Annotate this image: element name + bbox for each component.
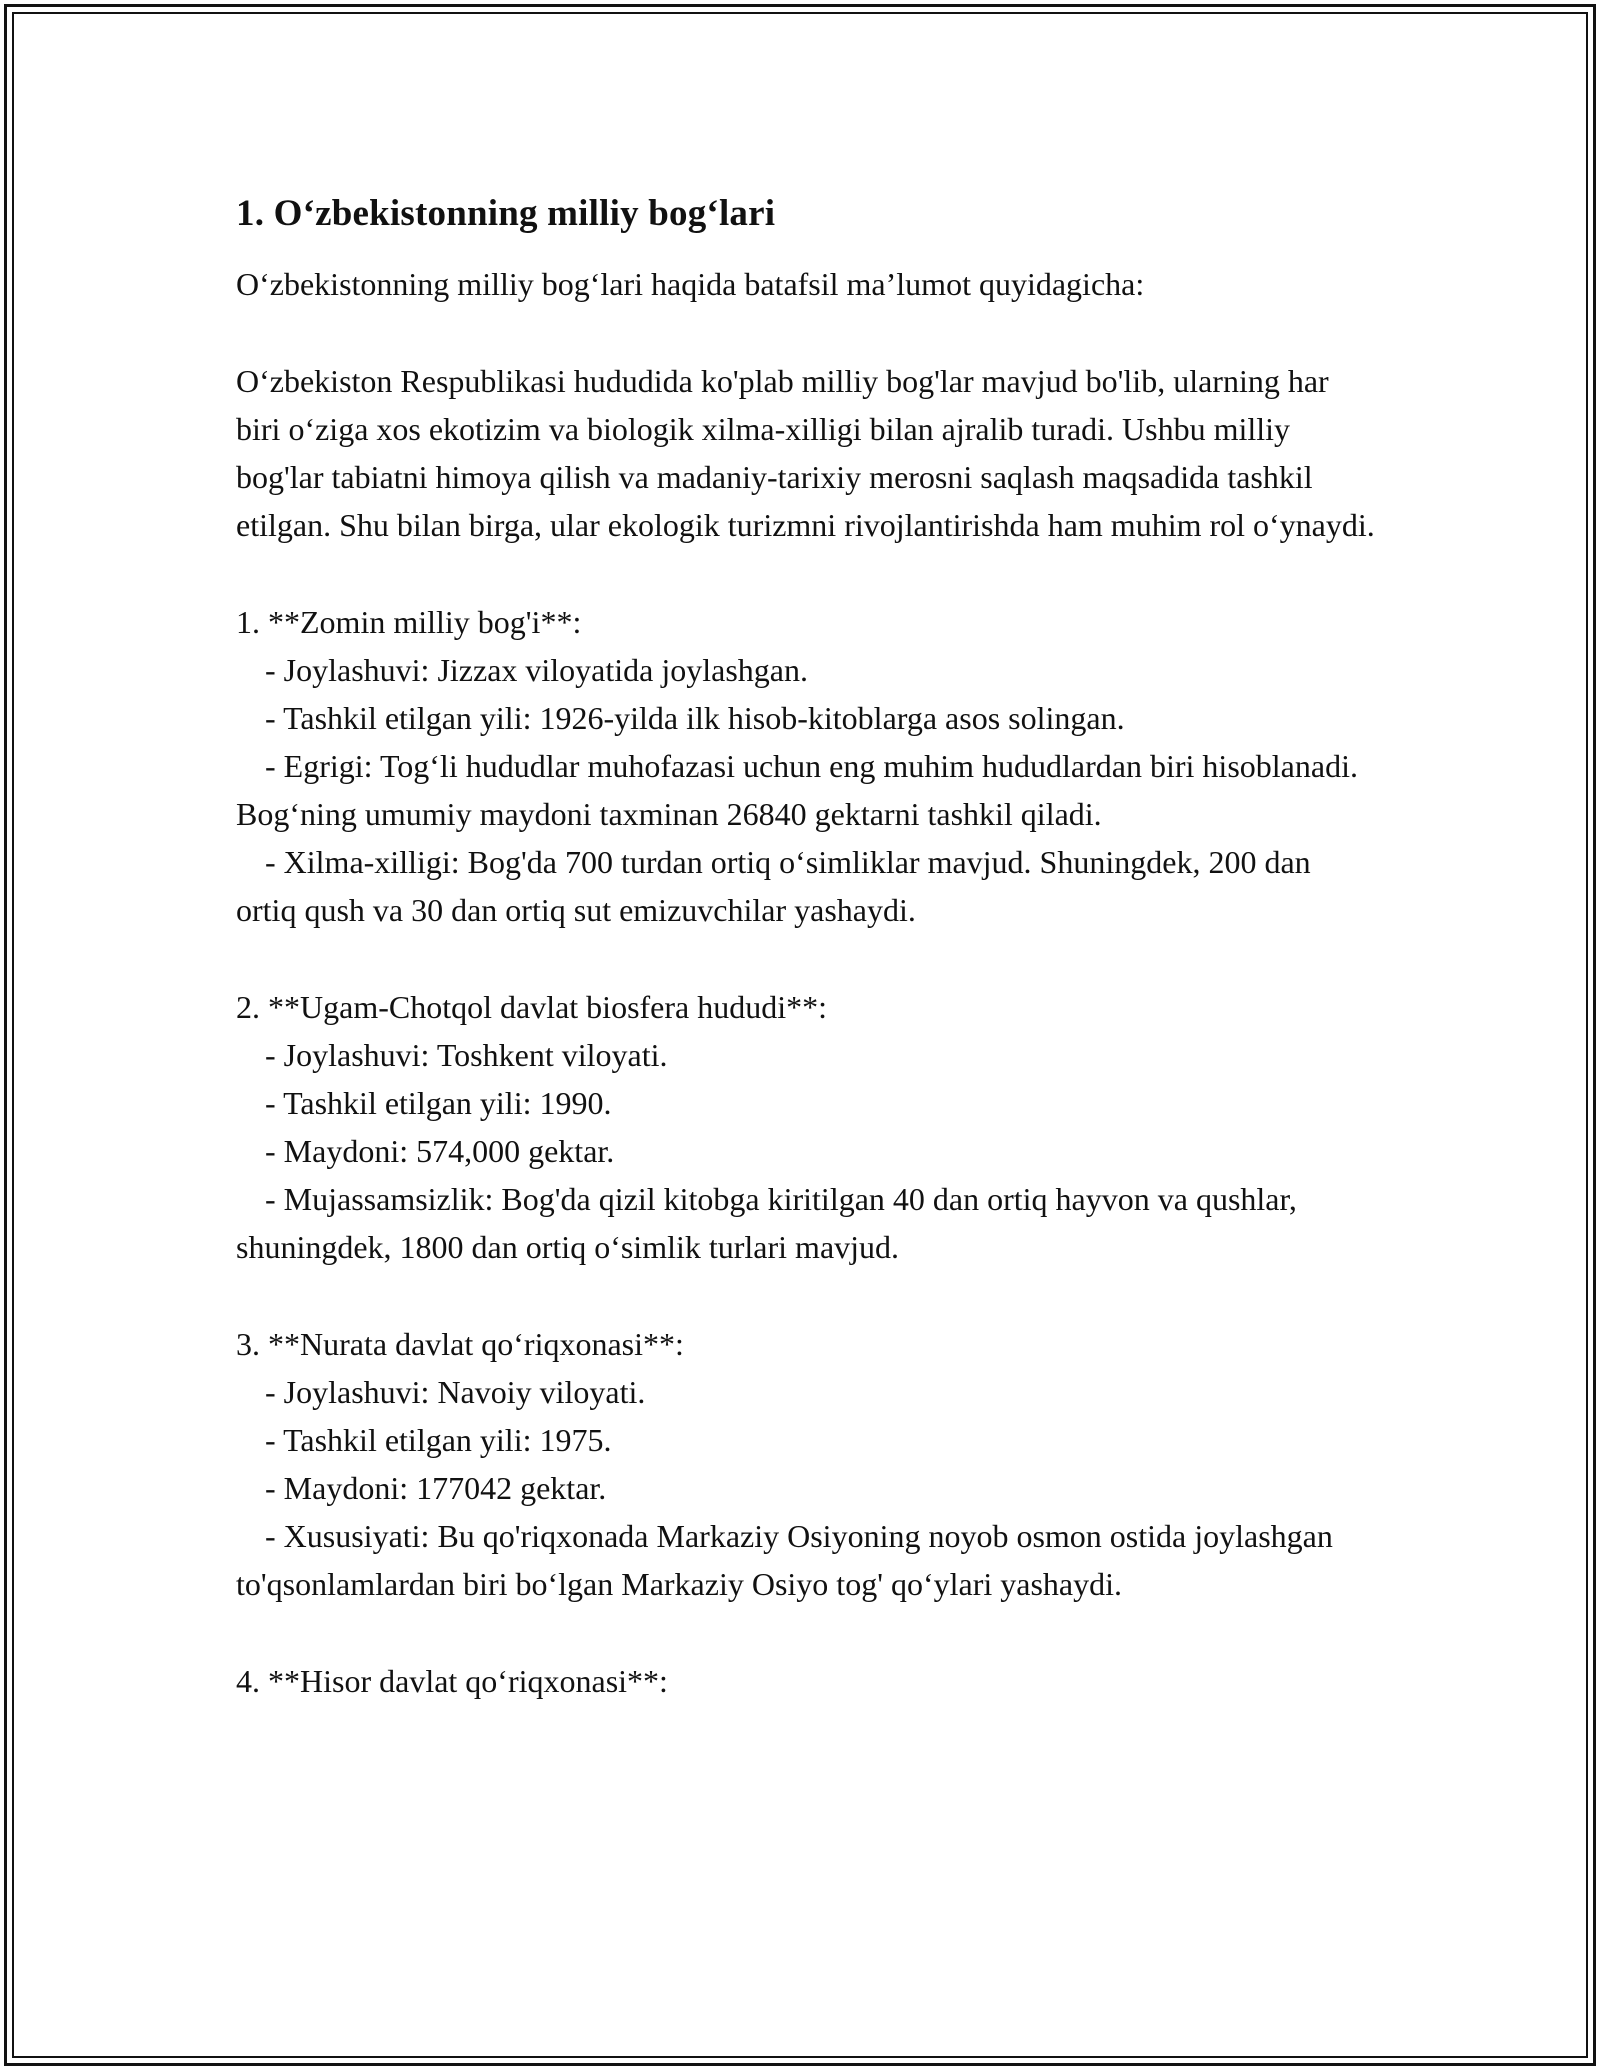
list-item: - Joylashuvi: Toshkent viloyati. [265,1037,668,1073]
section-heading: 2. **Ugam-Chotqol davlat biosfera hududi**: [236,989,828,1025]
section-heading: 1. **Zomin milliy bog'i**: [236,604,582,640]
page-title: 1. O‘zbekistonning milliy bog‘lari [236,193,776,234]
list-item: - Maydoni: 574,000 gektar. [265,1133,615,1169]
section-zomin [236,598,1376,934]
overview-paragraph: O‘zbekiston Respublikasi hududida ko'plab milliy bog'lar mavjud bo'lib, ularning har biri o‘ziga xos ekotizim va biologik xilma-xilligi bilan ajralib turadi. Ushbu milliy bog'lar tabiatni himoya qilish va madaniy-tarixiy merosni saqlash maqsadida tashkil etilgan. Shu bilan birga, ular ekologik turizmni rivojlantirishda ham muhim rol o‘ynaydi. [236,363,1375,543]
intro-text: O‘zbekistonning milliy bog‘lari haqida batafsil ma’lumot quyidagicha: [236,266,1145,302]
section-hisor [236,1657,1376,1705]
list-item: - Egrigi: Tog‘li hududlar muhofazasi uchun eng muhim hududlardan biri hisoblanadi. Bog‘ning umumiy maydoni taxminan 26840 gektarni tashkil qiladi. [236,748,1358,832]
list-item: - Maydoni: 177042 gektar. [265,1470,607,1506]
list-item: - Tashkil etilgan yili: 1990. [265,1085,612,1121]
section-heading: 3. **Nurata davlat qo‘riqxonasi**: [236,1326,684,1362]
list-item: - Xususiyati: Bu qo'riqxonada Markaziy Osiyoning noyob osmon ostida joylashgan to'qsonlamlardan biri bo‘lgan Markaziy Osiyo tog' qo‘ylari yashaydi. [236,1518,1333,1602]
list-item: - Xilma-xilligi: Bog'da 700 turdan ortiq o‘simliklar mavjud. Shuningdek, 200 dan ortiq qush va 30 dan ortiq sut emizuvchilar yashaydi. [236,844,1311,928]
list-item: - Tashkil etilgan yili: 1975. [265,1422,612,1458]
document-body [236,186,1376,1705]
list-item: - Tashkil etilgan yili: 1926-yilda ilk hisob-kitoblarga asos solingan. [265,700,1125,736]
list-item: - Mujassamsizlik: Bog'da qizil kitobga kiritilgan 40 dan ortiq hayvon va qushlar, shuningdek, 1800 dan ortiq o‘simlik turlari mavjud. [236,1181,1297,1265]
list-item: - Joylashuvi: Navoiy viloyati. [265,1374,646,1410]
list-item: - Joylashuvi: Jizzax viloyatida joylashgan. [265,652,808,688]
section-nurata [236,1320,1376,1608]
section-ugam-chotqol [236,983,1376,1271]
section-heading: 4. **Hisor davlat qo‘riqxonasi**: [236,1663,668,1699]
